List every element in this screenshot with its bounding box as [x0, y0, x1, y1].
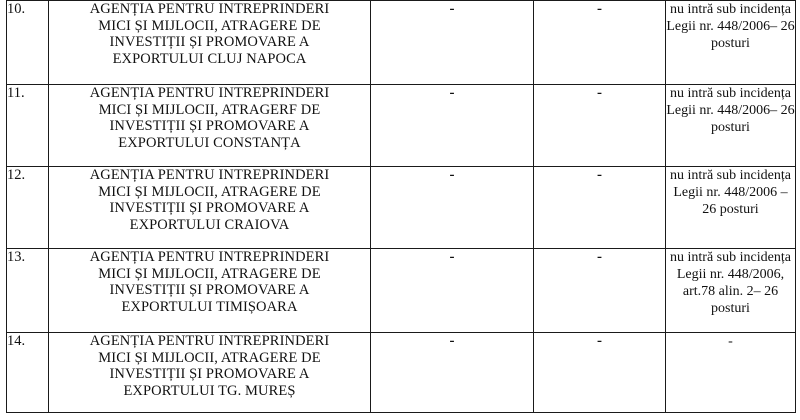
- agency-name-line: EXPORTULUI TIMIȘOARA: [121, 298, 298, 315]
- agency-name-line: MICI ȘI MIJLOCII, ATRAGERF DE: [98, 101, 321, 118]
- column-b-cell: -: [534, 249, 666, 333]
- agency-name-line: INVESTIȚII ȘI PROMOVARE A: [109, 34, 310, 50]
- table-row: [7, 167, 796, 249]
- agency-name-line: AGENȚIA PENTRU INTREPRINDERI: [89, 1, 330, 17]
- agency-name-line: INVESTIȚII ȘI PROMOVARE A: [109, 282, 310, 298]
- legal-note: nu intră sub incidența Legii nr. 448/2006 – 26 posturi: [666, 167, 796, 249]
- row-number: 14.: [7, 333, 49, 413]
- column-a-cell: -: [371, 1, 534, 85]
- agency-name: [49, 333, 371, 413]
- agency-name: [49, 167, 371, 249]
- legal-note: nu intră sub incidența Legii nr. 448/2006, art.78 alin. 2– 26 posturi: [666, 249, 796, 333]
- column-a-cell: -: [371, 85, 534, 167]
- legal-note: nu intră sub incidența Legii nr. 448/2006– 26 posturi: [666, 1, 796, 85]
- agency-name-line: EXPORTULUI TG. MUREȘ: [123, 382, 296, 399]
- table-row: [7, 333, 796, 413]
- agency-name-line: EXPORTULUI CRAIOVA: [129, 216, 290, 233]
- agency-name-line: AGENȚIA PENTRU INTREPRINDERI: [89, 167, 330, 183]
- legal-note: -: [666, 333, 796, 413]
- document-page: [6, 0, 798, 420]
- agency-name-line: AGENȚIA PENTRU INTREPRINDERI: [89, 333, 330, 349]
- agency-name-line: INVESTIȚII ȘI PROMOVARE A: [109, 118, 310, 134]
- column-a-cell: -: [371, 167, 534, 249]
- agency-name: [49, 85, 371, 167]
- agency-name: [49, 1, 371, 85]
- agencies-table: [6, 0, 796, 413]
- agency-name-line: EXPORTULUI CONSTANȚA: [118, 134, 301, 151]
- column-a-cell: -: [371, 249, 534, 333]
- agency-name-line: MICI ȘI MIJLOCII, ATRAGERE DE: [98, 349, 321, 366]
- row-number: 11.: [7, 85, 49, 167]
- column-b-cell: -: [534, 333, 666, 413]
- agency-name-line: AGENȚIA PENTRU INTREPRINDERI: [89, 249, 330, 265]
- agency-name-line: MICI ȘI MIJLOCII, ATRAGERE DE: [98, 17, 321, 34]
- agency-name-line: INVESTIȚII ȘI PROMOVARE A: [109, 366, 310, 382]
- table-row: [7, 1, 796, 85]
- agency-name-line: INVESTIȚII ȘI PROMOVARE A: [109, 200, 310, 216]
- column-b-cell: -: [534, 85, 666, 167]
- column-b-cell: -: [534, 1, 666, 85]
- row-number: 12.: [7, 167, 49, 249]
- agency-name-line: AGENȚIA PENTRU INTREPRINDERI: [89, 85, 330, 101]
- table-row: [7, 249, 796, 333]
- agency-name: [49, 249, 371, 333]
- agency-name-line: MICI ȘI MIJLOCII, ATRAGERE DE: [98, 265, 321, 282]
- column-a-cell: -: [371, 333, 534, 413]
- agency-name-line: EXPORTULUI CLUJ NAPOCA: [112, 50, 307, 67]
- agency-name-line: MICI ȘI MIJLOCII, ATRAGERE DE: [98, 183, 321, 200]
- legal-note: nu intră sub incidența Legii nr. 448/2006– 26 posturi: [666, 85, 796, 167]
- row-number: 13.: [7, 249, 49, 333]
- table-row: [7, 85, 796, 167]
- row-number: 10.: [7, 1, 49, 85]
- column-b-cell: -: [534, 167, 666, 249]
